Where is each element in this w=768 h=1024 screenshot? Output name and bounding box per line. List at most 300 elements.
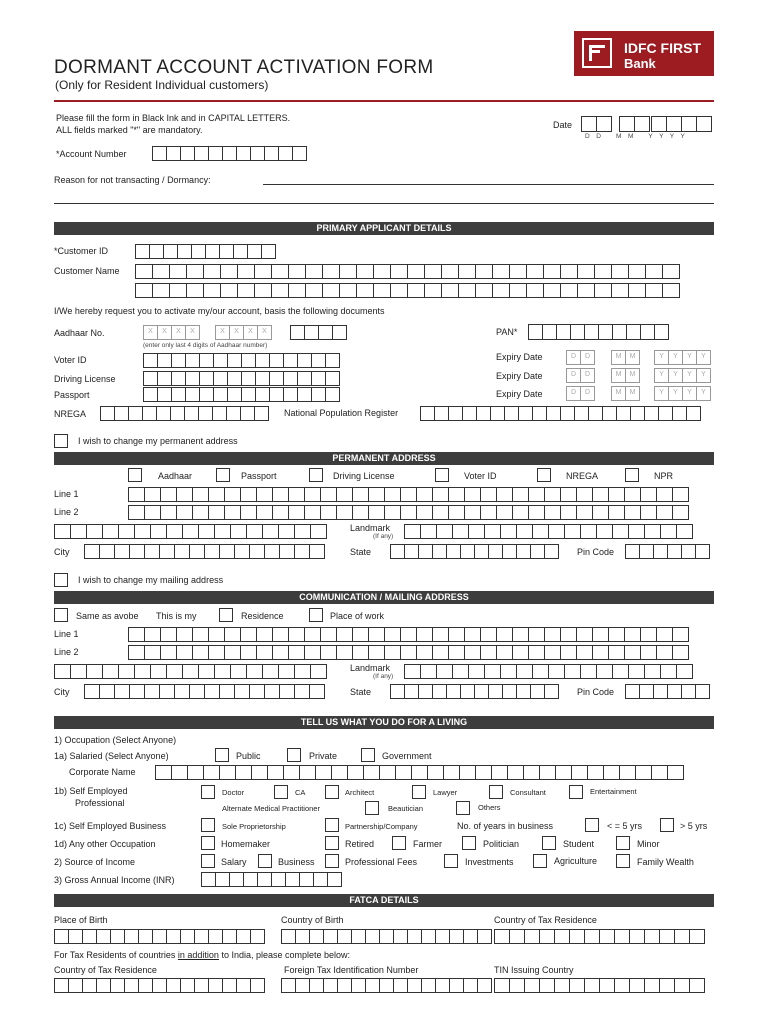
char-box[interactable] (629, 929, 645, 944)
years-le5-checkbox[interactable] (585, 818, 599, 832)
perm-state-boxes[interactable] (390, 544, 558, 559)
char-box[interactable] (404, 664, 421, 679)
char-box[interactable] (560, 264, 578, 279)
char-box[interactable] (351, 978, 366, 993)
char-box[interactable] (432, 505, 449, 520)
char-box[interactable] (339, 264, 357, 279)
char-box[interactable] (432, 684, 447, 699)
char-box[interactable] (96, 929, 111, 944)
char-box[interactable] (194, 978, 209, 993)
char-box[interactable] (411, 765, 428, 780)
char-box[interactable] (494, 929, 510, 944)
char-box[interactable] (176, 487, 193, 502)
char-box[interactable] (407, 978, 422, 993)
char-box[interactable] (99, 544, 115, 559)
char-box[interactable] (290, 325, 305, 340)
char-box[interactable] (458, 283, 476, 298)
char-box[interactable] (463, 978, 478, 993)
char-box[interactable] (443, 765, 460, 780)
char-box[interactable] (577, 283, 595, 298)
char-box[interactable] (475, 264, 493, 279)
char-box[interactable] (283, 387, 298, 402)
tin-country-boxes[interactable] (494, 978, 704, 993)
char-box[interactable] (393, 978, 408, 993)
char-box[interactable] (626, 324, 641, 340)
char-box[interactable] (612, 524, 629, 539)
char-box[interactable] (608, 505, 625, 520)
char-box[interactable] (630, 406, 645, 421)
char-box[interactable] (184, 406, 199, 421)
char-box[interactable] (222, 929, 237, 944)
char-box[interactable] (294, 684, 310, 699)
mail-pin-boxes[interactable] (625, 684, 709, 699)
char-box[interactable] (128, 406, 143, 421)
char-box[interactable] (288, 505, 305, 520)
char-box[interactable] (214, 664, 231, 679)
char-box[interactable] (624, 487, 641, 502)
char-box[interactable] (458, 264, 476, 279)
nrega-boxes[interactable] (100, 406, 268, 421)
char-box[interactable] (171, 387, 186, 402)
char-box[interactable] (152, 146, 167, 161)
char-box[interactable] (160, 487, 177, 502)
char-box[interactable] (488, 544, 503, 559)
char-box[interactable] (448, 627, 465, 642)
char-box[interactable] (416, 505, 433, 520)
char-box[interactable] (645, 283, 663, 298)
char-box[interactable] (157, 353, 172, 368)
char-box[interactable] (502, 684, 517, 699)
char-box[interactable] (660, 524, 677, 539)
char-box[interactable] (320, 487, 337, 502)
char-box[interactable] (243, 872, 258, 887)
char-box[interactable] (250, 929, 265, 944)
char-box[interactable] (222, 146, 237, 161)
char-box[interactable] (339, 283, 357, 298)
expiry-date-boxes[interactable] (611, 386, 639, 401)
char-box[interactable] (421, 978, 436, 993)
country-of-tax-2-boxes[interactable] (54, 978, 264, 993)
expiry-date-boxes[interactable] (654, 350, 710, 365)
char-box[interactable] (640, 487, 657, 502)
char-box[interactable] (644, 978, 660, 993)
expiry-date-boxes[interactable] (566, 386, 594, 401)
char-box[interactable] (432, 544, 447, 559)
char-box[interactable] (199, 387, 214, 402)
char-box[interactable] (227, 353, 242, 368)
date-year-boxes[interactable] (651, 116, 711, 132)
char-box[interactable] (152, 929, 167, 944)
char-box[interactable] (644, 664, 661, 679)
char-box[interactable] (163, 244, 178, 259)
salaried-government-checkbox[interactable] (361, 748, 375, 762)
business-partnership-checkbox[interactable] (325, 818, 339, 832)
char-box[interactable] (390, 283, 408, 298)
char-box[interactable] (635, 765, 652, 780)
char-box[interactable] (532, 524, 549, 539)
char-box[interactable] (194, 929, 209, 944)
char-box[interactable] (484, 524, 501, 539)
char-box[interactable] (488, 684, 503, 699)
char-box[interactable] (560, 627, 577, 642)
char-box[interactable] (160, 505, 177, 520)
char-box[interactable] (322, 264, 340, 279)
char-box[interactable] (368, 645, 385, 660)
char-box[interactable] (186, 264, 204, 279)
perm-proof-driving-checkbox[interactable] (309, 468, 323, 482)
char-box[interactable] (99, 684, 115, 699)
char-box[interactable] (155, 765, 172, 780)
char-box[interactable] (102, 664, 119, 679)
char-box[interactable] (309, 929, 324, 944)
corporate-name-boxes[interactable] (155, 765, 683, 780)
char-box[interactable] (599, 978, 615, 993)
char-box[interactable] (528, 487, 545, 502)
char-box[interactable] (587, 765, 604, 780)
char-box[interactable] (667, 684, 682, 699)
char-box[interactable] (297, 371, 312, 386)
char-box[interactable] (214, 524, 231, 539)
char-box[interactable] (570, 324, 585, 340)
char-box[interactable] (269, 353, 284, 368)
char-box[interactable] (135, 264, 153, 279)
char-box[interactable] (418, 684, 433, 699)
perm-proof-voter-checkbox[interactable] (435, 468, 449, 482)
char-box[interactable] (400, 505, 417, 520)
char-box[interactable] (594, 264, 612, 279)
char-box[interactable] (436, 524, 453, 539)
char-box[interactable] (576, 645, 593, 660)
char-box[interactable] (420, 664, 437, 679)
char-box[interactable] (156, 406, 171, 421)
char-box[interactable] (390, 544, 405, 559)
salaried-public-checkbox[interactable] (215, 748, 229, 762)
char-box[interactable] (464, 645, 481, 660)
char-box[interactable] (100, 406, 115, 421)
prof-others-checkbox[interactable] (456, 801, 470, 815)
char-box[interactable] (96, 978, 111, 993)
char-box[interactable] (295, 929, 310, 944)
change-permanent-address-checkbox[interactable] (54, 434, 68, 448)
char-box[interactable] (86, 524, 103, 539)
char-box[interactable] (325, 387, 340, 402)
char-box[interactable] (653, 544, 668, 559)
char-box[interactable] (644, 929, 660, 944)
char-box[interactable] (129, 684, 145, 699)
char-box[interactable] (509, 929, 525, 944)
mail-landmark-boxes[interactable] (404, 664, 692, 679)
char-box[interactable] (424, 264, 442, 279)
char-box[interactable] (544, 684, 559, 699)
char-box[interactable] (198, 664, 215, 679)
char-box[interactable] (576, 505, 593, 520)
char-box[interactable] (574, 406, 589, 421)
char-box[interactable] (135, 244, 150, 259)
char-box[interactable] (201, 872, 216, 887)
char-box[interactable] (237, 264, 255, 279)
char-box[interactable] (404, 524, 421, 539)
char-box[interactable] (336, 645, 353, 660)
char-box[interactable] (420, 524, 437, 539)
char-box[interactable] (608, 627, 625, 642)
char-box[interactable] (281, 929, 296, 944)
char-box[interactable] (674, 978, 690, 993)
char-box[interactable] (560, 505, 577, 520)
income-salary-checkbox[interactable] (201, 854, 215, 868)
char-box[interactable] (352, 487, 369, 502)
char-box[interactable] (530, 544, 545, 559)
char-box[interactable] (325, 371, 340, 386)
char-box[interactable] (662, 283, 680, 298)
char-box[interactable] (368, 487, 385, 502)
char-box[interactable] (208, 146, 223, 161)
char-box[interactable] (384, 645, 401, 660)
char-box[interactable] (159, 684, 175, 699)
char-box[interactable] (640, 324, 655, 340)
char-box[interactable] (114, 406, 129, 421)
char-box[interactable] (512, 627, 529, 642)
char-box[interactable] (584, 929, 600, 944)
perm-proof-npr-checkbox[interactable] (625, 468, 639, 482)
char-box[interactable] (373, 283, 391, 298)
other-minor-checkbox[interactable] (616, 836, 630, 850)
account-number-boxes[interactable] (152, 146, 306, 161)
char-box[interactable] (192, 505, 209, 520)
char-box[interactable] (157, 371, 172, 386)
char-box[interactable] (418, 544, 433, 559)
salaried-private-checkbox[interactable] (287, 748, 301, 762)
char-box[interactable] (555, 765, 572, 780)
char-box[interactable] (468, 664, 485, 679)
char-box[interactable] (502, 544, 517, 559)
char-box[interactable] (628, 664, 645, 679)
char-box[interactable] (672, 627, 689, 642)
char-box[interactable] (625, 684, 640, 699)
char-box[interactable] (304, 325, 319, 340)
char-box[interactable] (459, 765, 476, 780)
char-box[interactable] (496, 487, 513, 502)
char-box[interactable] (356, 264, 374, 279)
char-box[interactable] (614, 929, 630, 944)
char-box[interactable] (288, 627, 305, 642)
char-box[interactable] (174, 684, 190, 699)
char-box[interactable] (176, 627, 193, 642)
npr-boxes[interactable] (420, 406, 700, 421)
char-box[interactable] (491, 765, 508, 780)
char-box[interactable] (672, 487, 689, 502)
char-box[interactable] (84, 684, 100, 699)
char-box[interactable] (528, 627, 545, 642)
char-box[interactable] (416, 645, 433, 660)
char-box[interactable] (509, 264, 527, 279)
char-box[interactable] (305, 283, 323, 298)
char-box[interactable] (171, 371, 186, 386)
char-box[interactable] (264, 684, 280, 699)
char-box[interactable] (379, 929, 394, 944)
date-month-boxes[interactable] (619, 116, 649, 132)
char-box[interactable] (656, 627, 673, 642)
char-box[interactable] (320, 627, 337, 642)
char-box[interactable] (288, 283, 306, 298)
char-box[interactable] (594, 283, 612, 298)
char-box[interactable] (219, 244, 234, 259)
char-box[interactable] (584, 978, 600, 993)
char-box[interactable] (205, 244, 220, 259)
char-box[interactable] (203, 283, 221, 298)
char-box[interactable] (254, 283, 272, 298)
char-box[interactable] (528, 324, 543, 340)
char-box[interactable] (526, 264, 544, 279)
char-box[interactable] (560, 487, 577, 502)
char-box[interactable] (404, 684, 419, 699)
char-box[interactable] (689, 929, 705, 944)
char-box[interactable] (432, 487, 449, 502)
char-box[interactable] (203, 264, 221, 279)
char-box[interactable] (539, 978, 555, 993)
char-box[interactable] (220, 264, 238, 279)
char-box[interactable] (227, 387, 242, 402)
char-box[interactable] (269, 387, 284, 402)
char-box[interactable] (279, 684, 295, 699)
char-box[interactable] (150, 664, 167, 679)
char-box[interactable] (134, 524, 151, 539)
char-box[interactable] (323, 929, 338, 944)
char-box[interactable] (283, 353, 298, 368)
char-box[interactable] (102, 524, 119, 539)
char-box[interactable] (569, 929, 585, 944)
char-box[interactable] (347, 765, 364, 780)
char-box[interactable] (309, 544, 325, 559)
char-box[interactable] (384, 487, 401, 502)
char-box[interactable] (539, 929, 555, 944)
char-box[interactable] (628, 524, 645, 539)
char-box[interactable] (241, 371, 256, 386)
char-box[interactable] (352, 645, 369, 660)
char-box[interactable] (509, 978, 525, 993)
char-box[interactable] (171, 765, 188, 780)
char-box[interactable] (516, 524, 533, 539)
char-box[interactable] (584, 324, 599, 340)
char-box[interactable] (110, 978, 125, 993)
country-of-tax-boxes[interactable] (494, 929, 704, 944)
char-box[interactable] (309, 684, 325, 699)
char-box[interactable] (271, 872, 286, 887)
char-box[interactable] (174, 544, 190, 559)
char-box[interactable] (114, 684, 130, 699)
char-box[interactable] (143, 353, 158, 368)
char-box[interactable] (304, 627, 321, 642)
char-box[interactable] (255, 371, 270, 386)
char-box[interactable] (539, 765, 556, 780)
char-box[interactable] (54, 664, 71, 679)
char-box[interactable] (311, 353, 326, 368)
char-box[interactable] (640, 505, 657, 520)
char-box[interactable] (278, 146, 293, 161)
char-box[interactable] (320, 505, 337, 520)
char-box[interactable] (528, 645, 545, 660)
char-box[interactable] (256, 487, 273, 502)
char-box[interactable] (152, 978, 167, 993)
char-box[interactable] (337, 978, 352, 993)
char-box[interactable] (177, 244, 192, 259)
char-box[interactable] (144, 684, 160, 699)
char-box[interactable] (676, 524, 693, 539)
char-box[interactable] (309, 978, 324, 993)
char-box[interactable] (598, 324, 613, 340)
char-box[interactable] (185, 353, 200, 368)
mail-residence-checkbox[interactable] (219, 608, 233, 622)
char-box[interactable] (599, 929, 615, 944)
prof-architect-checkbox[interactable] (325, 785, 339, 799)
mail-line1-boxes[interactable] (128, 627, 688, 642)
char-box[interactable] (118, 664, 135, 679)
char-box[interactable] (250, 978, 265, 993)
char-box[interactable] (310, 524, 327, 539)
char-box[interactable] (446, 684, 461, 699)
char-box[interactable] (337, 929, 352, 944)
char-box[interactable] (407, 283, 425, 298)
char-box[interactable] (464, 627, 481, 642)
char-box[interactable] (272, 487, 289, 502)
char-box[interactable] (240, 487, 257, 502)
char-box[interactable] (681, 684, 696, 699)
char-box[interactable] (186, 283, 204, 298)
char-box[interactable] (393, 929, 408, 944)
char-box[interactable] (640, 627, 657, 642)
char-box[interactable] (654, 324, 669, 340)
char-box[interactable] (462, 406, 477, 421)
char-box[interactable] (504, 406, 519, 421)
char-box[interactable] (518, 406, 533, 421)
char-box[interactable] (160, 627, 177, 642)
gross-income-boxes[interactable] (201, 872, 341, 887)
char-box[interactable] (592, 645, 609, 660)
date-day-boxes[interactable] (581, 116, 611, 132)
char-box[interactable] (135, 283, 153, 298)
char-box[interactable] (198, 406, 213, 421)
char-box[interactable] (219, 684, 235, 699)
char-box[interactable] (313, 872, 328, 887)
other-farmer-checkbox[interactable] (392, 836, 406, 850)
char-box[interactable] (676, 664, 693, 679)
char-box[interactable] (612, 324, 627, 340)
char-box[interactable] (142, 406, 157, 421)
expiry-date-boxes[interactable] (611, 368, 639, 383)
char-box[interactable] (356, 283, 374, 298)
char-box[interactable] (143, 387, 158, 402)
customer-id-boxes[interactable] (135, 244, 275, 259)
char-box[interactable] (612, 664, 629, 679)
char-box[interactable] (544, 505, 561, 520)
char-box[interactable] (577, 264, 595, 279)
char-box[interactable] (278, 664, 295, 679)
char-box[interactable] (407, 264, 425, 279)
char-box[interactable] (224, 645, 241, 660)
char-box[interactable] (695, 544, 710, 559)
char-box[interactable] (169, 283, 187, 298)
char-box[interactable] (192, 627, 209, 642)
char-box[interactable] (294, 664, 311, 679)
char-box[interactable] (272, 505, 289, 520)
char-box[interactable] (474, 544, 489, 559)
char-box[interactable] (160, 645, 177, 660)
char-box[interactable] (435, 978, 450, 993)
dormancy-reason-line-2[interactable] (54, 203, 714, 204)
income-agriculture-checkbox[interactable] (533, 854, 547, 868)
char-box[interactable] (315, 765, 332, 780)
char-box[interactable] (180, 978, 195, 993)
char-box[interactable] (421, 929, 436, 944)
